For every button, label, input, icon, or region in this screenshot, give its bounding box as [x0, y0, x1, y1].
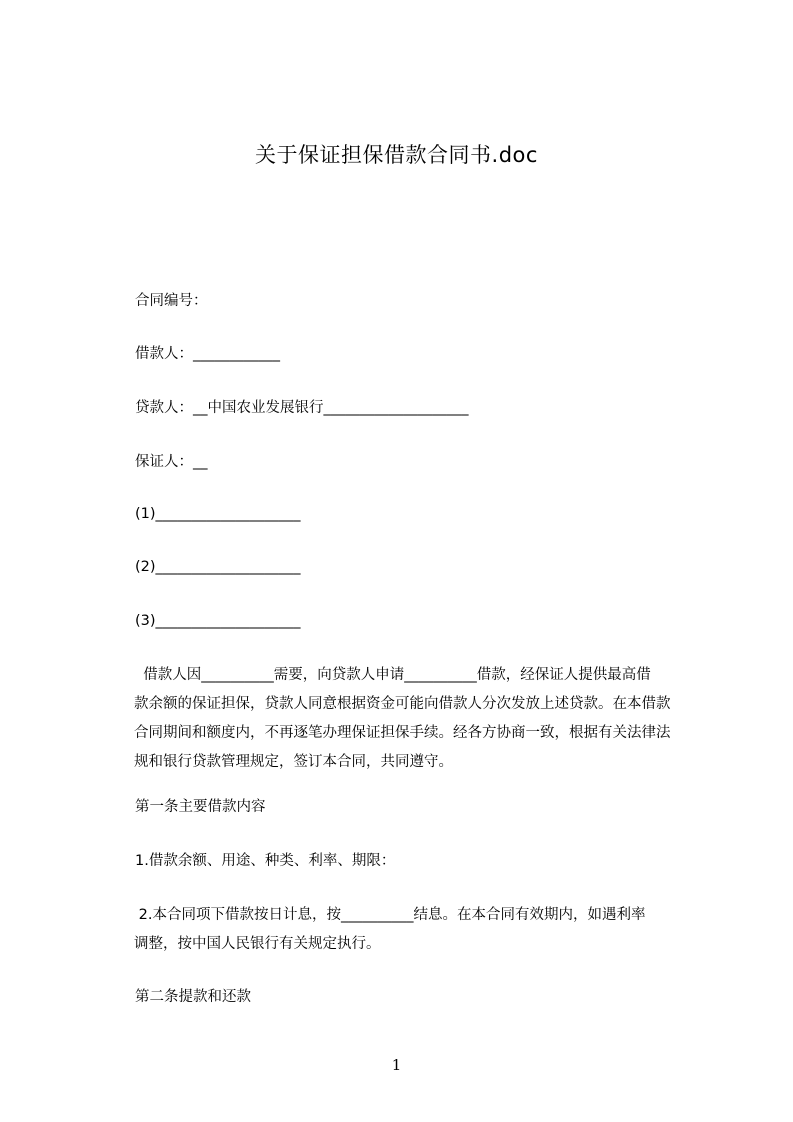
intro-paragraph [134, 661, 704, 777]
lender-field: 贷款人：__中国农业发展银行____________________ [135, 400, 469, 416]
guarantor-item-1: (1)____________________ [135, 506, 301, 522]
article-1-heading: 第一条主要借款内容 [135, 799, 266, 815]
clause-1: 1.借款余额、用途、种类、利率、期限： [135, 853, 396, 869]
intro-line-1: 借款人因__________需要，向贷款人申请__________借款，经保证人提供最高借 [134, 667, 651, 683]
guarantor-field: 保证人：__ [135, 454, 208, 470]
guarantor-item-3: (3)____________________ [135, 613, 301, 629]
page-number: 1 [391, 1056, 402, 1074]
clause-2-paragraph [134, 901, 704, 959]
clause-2-line-1: 2.本合同项下借款按日计息，按__________结息。在本合同有效期内，如遇利率 [134, 907, 646, 923]
intro-line-4: 规和银行贷款管理规定，签订本合同，共同遵守。 [134, 754, 453, 770]
intro-line-3: 合同期间和额度内，不再逐笔办理保证担保手续。经各方协商一致，根据有关法律法 [134, 725, 671, 741]
guarantor-item-2: (2)____________________ [135, 559, 301, 575]
document-title: 关于保证担保借款合同书.doc [255, 143, 538, 167]
borrower-field: 借款人：____________ [135, 346, 280, 362]
article-2-heading: 第二条提款和还款 [135, 989, 251, 1005]
intro-line-2: 款余额的保证担保，贷款人同意根据资金可能向借款人分次发放上述贷款。在本借款 [134, 696, 671, 712]
contract-number-label: 合同编号： [135, 293, 208, 309]
clause-2-line-2: 调整，按中国人民银行有关规定执行。 [134, 936, 381, 952]
